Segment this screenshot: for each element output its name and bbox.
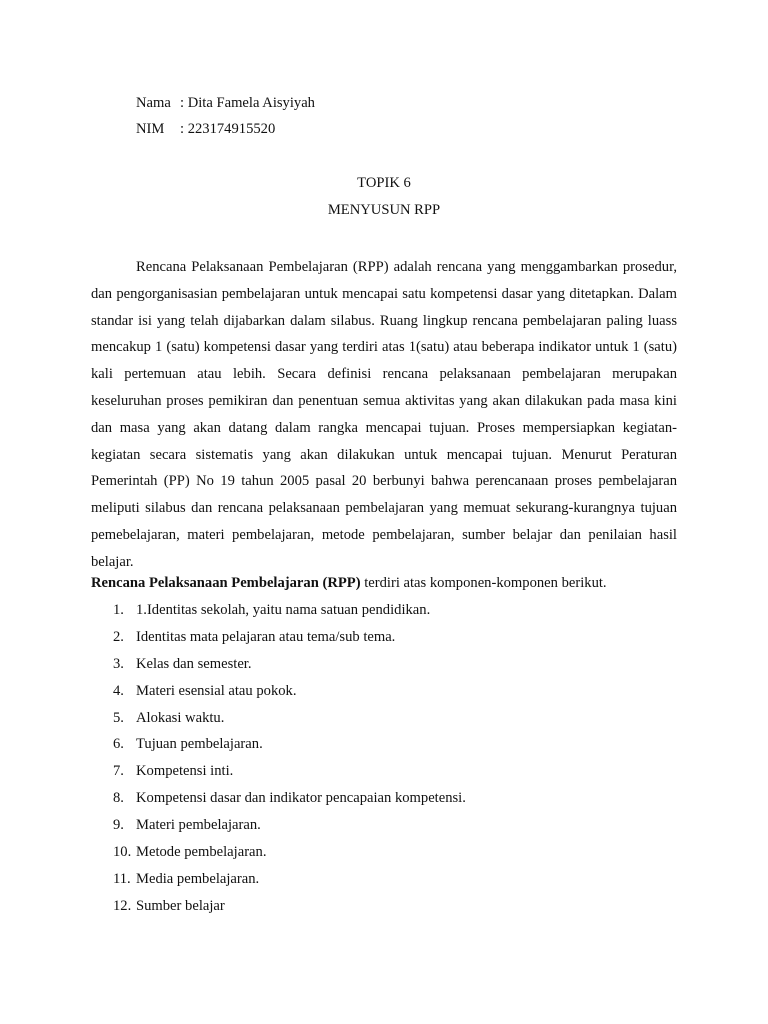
list-item-text: Kompetensi inti. <box>136 763 234 780</box>
list-item-number: 12. <box>113 897 132 914</box>
intro-bold-term: Rencana Pelaksanaan Pembelajaran (RPP) <box>91 575 361 591</box>
intro-text: terdiri atas komponen-komponen berikut. <box>360 575 607 591</box>
list-item-text: 1.Identitas sekolah, yaitu nama satuan pendidikan. <box>136 602 431 618</box>
list-item-number: 8. <box>113 790 124 807</box>
list-item-number: 9. <box>113 817 124 834</box>
list-item-text: Materi pembelajaran. <box>136 817 261 834</box>
list-item-text: Sumber belajar <box>136 897 225 914</box>
document-title: MENYUSUN RPP <box>327 202 441 218</box>
list-item-number: 6. <box>113 736 124 753</box>
list-item-text: Tujuan pembelajaran. <box>136 736 263 753</box>
list-item-text: Metode pembelajaran. <box>136 844 267 861</box>
list-item-number: 11. <box>113 870 131 887</box>
list-item-number: 1. <box>113 602 124 618</box>
list-item-number: 5. <box>113 709 124 726</box>
name-label: Nama <box>136 95 171 111</box>
nim-line <box>136 120 275 138</box>
list-item-text: Materi esensial atau pokok. <box>136 682 297 699</box>
list-item-number: 4. <box>113 682 124 699</box>
components-intro <box>91 574 607 592</box>
body-paragraph: Rencana Pelaksanaan Pembelajaran (RPP) adalah rencana yang menggambarkan prosedur, dan pengorganisasian pembelajaran untuk mencapai satu kompetensi dasar yang ditetapkan. Dalam standar isi yang telah dijabarkan dalam silabus. Ruang lingkup rencana pembelajaran paling luass mencakup 1 (satu) kompetensi dasar yang terdiri atas 1(satu) atau beberapa indikator untuk 1 (satu) kali pertemuan atau lebih. Secara definisi rencana pelaksanaan pembelajaran merupakan keseluruhan proses pemikiran dan penentuan semua aktivitas yang akan dilakukan pada masa kini dan masa yang akan datang dalam rangka mencapai tujuan. Proses mempersiapkan kegiatan-kegiatan secara sistematis yang akan dilakukan untuk mencapai tujuan. Menurut Peraturan Pemerintah (PP) No 19 tahun 2005 pasal 20 berbunyi bahwa perencanaan proses pembelajaran meliputi silabus dan rencana pelaksanaan pembelajaran yang memuat sekurang-kurangnya tujuan pemebelajaran, materi pembelajaran, metode pembelajaran, sumber belajar dan penilaian hasil belajar. <box>91 259 677 570</box>
list-item-text: Media pembelajaran. <box>136 870 260 887</box>
list-item-text: Kompetensi dasar dan indikator pencapaian kompetensi. <box>136 790 466 807</box>
name-value: : Dita Famela Aisyiyah <box>180 95 315 111</box>
list-item-number: 3. <box>113 655 124 672</box>
list-item-text: Identitas mata pelajaran atau tema/sub tema. <box>136 628 396 645</box>
list-item-number: 10. <box>113 844 132 861</box>
nim-label: NIM <box>136 121 165 137</box>
list-item-number: 7. <box>113 763 124 780</box>
nim-value: : 223174915520 <box>180 121 276 137</box>
name-line <box>136 94 315 112</box>
topic-title: TOPIK 6 <box>357 175 411 191</box>
list-item-text: Alokasi waktu. <box>136 709 225 726</box>
list-item-text: Kelas dan semester. <box>136 655 252 672</box>
list-item-number: 2. <box>113 628 124 645</box>
